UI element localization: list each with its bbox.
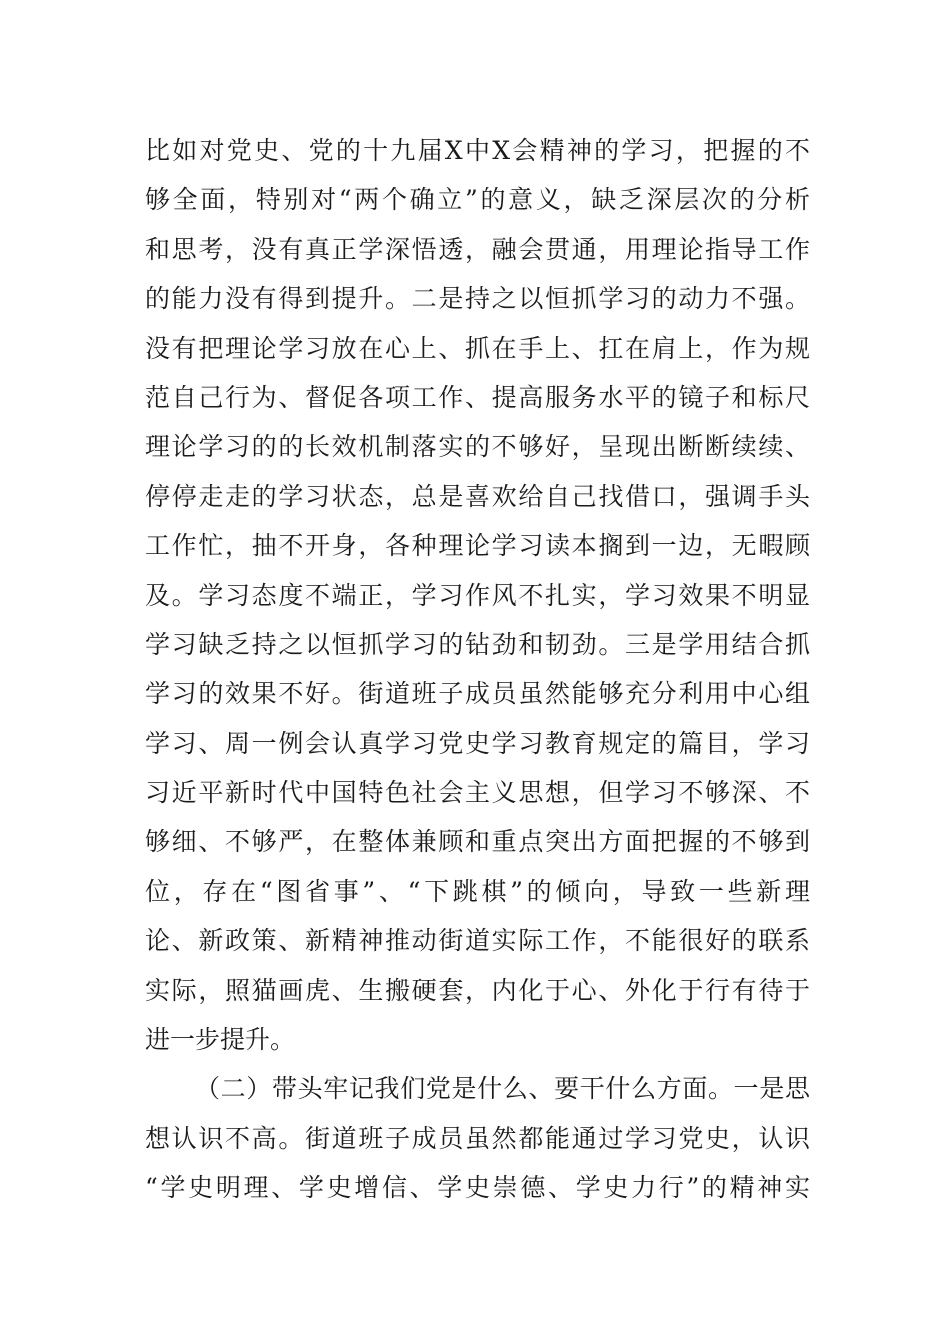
text-line: 学习缺乏持之以恒抓学习的钻劲和韧劲。三是学用结合抓 — [145, 629, 810, 659]
text-line: 没有把理论学习放在心上、抓在手上、扛在肩上，作为规 — [145, 333, 810, 363]
document-body — [145, 126, 810, 1213]
text-line: 学习的效果不好。街道班子成员虽然能够充分利用中心组 — [145, 679, 810, 709]
paragraph-continuation — [145, 126, 810, 1064]
text-line: 比如对党史、党的十九届X中X会精神的学习，把握的不 — [145, 136, 810, 165]
text-line: 和思考，没有真正学深悟透，融会贯通，用理论指导工作 — [145, 234, 810, 264]
section-heading-line: （二）带头牢记我们党是什么、要干什么方面。一是思 — [195, 1074, 810, 1104]
text-line: 及。学习态度不端正，学习作风不扎实，学习效果不明显 — [145, 580, 810, 610]
text-line: 实际，照猫画虎、生搬硬套，内化于心、外化于行有待于 — [145, 975, 810, 1005]
text-line: 停停走走的学习状态，总是喜欢给自己找借口，强调手头 — [145, 481, 810, 511]
text-line: 论、新政策、新精神推动街道实际工作，不能很好的联系 — [145, 926, 810, 956]
text-line: 想认识不高。街道班子成员虽然都能通过学习党史，认识 — [145, 1123, 810, 1153]
text-line: 的能力没有得到提升。二是持之以恒抓学习的动力不强。 — [145, 284, 810, 314]
text-line: 工作忙，抽不开身，各种理论学习读本搁到一边，无暇顾 — [145, 531, 810, 561]
text-line: “学史明理、学史增信、学史崇德、学史力行”的精神实 — [145, 1173, 810, 1203]
text-line: 理论学习的的长效机制落实的不够好，呈现出断断续续、 — [145, 432, 810, 462]
text-line: 范自己行为、督促各项工作、提高服务水平的镜子和标尺 — [145, 382, 810, 412]
text-line: 够细、不够严，在整体兼顾和重点突出方面把握的不够到 — [145, 827, 810, 857]
text-line: 位，存在“图省事”、“下跳棋”的倾向，导致一些新理 — [145, 876, 810, 906]
text-line: 学习、周一例会认真学习党史学习教育规定的篇目，学习 — [145, 728, 810, 758]
paragraph-section-2 — [145, 1064, 810, 1212]
text-line: 进一步提升。 — [145, 1025, 296, 1055]
text-line: 够全面，特别对“两个确立”的意义，缺乏深层次的分析 — [145, 185, 810, 215]
text-line: 习近平新时代中国特色社会主义思想，但学习不够深、不 — [145, 778, 810, 808]
